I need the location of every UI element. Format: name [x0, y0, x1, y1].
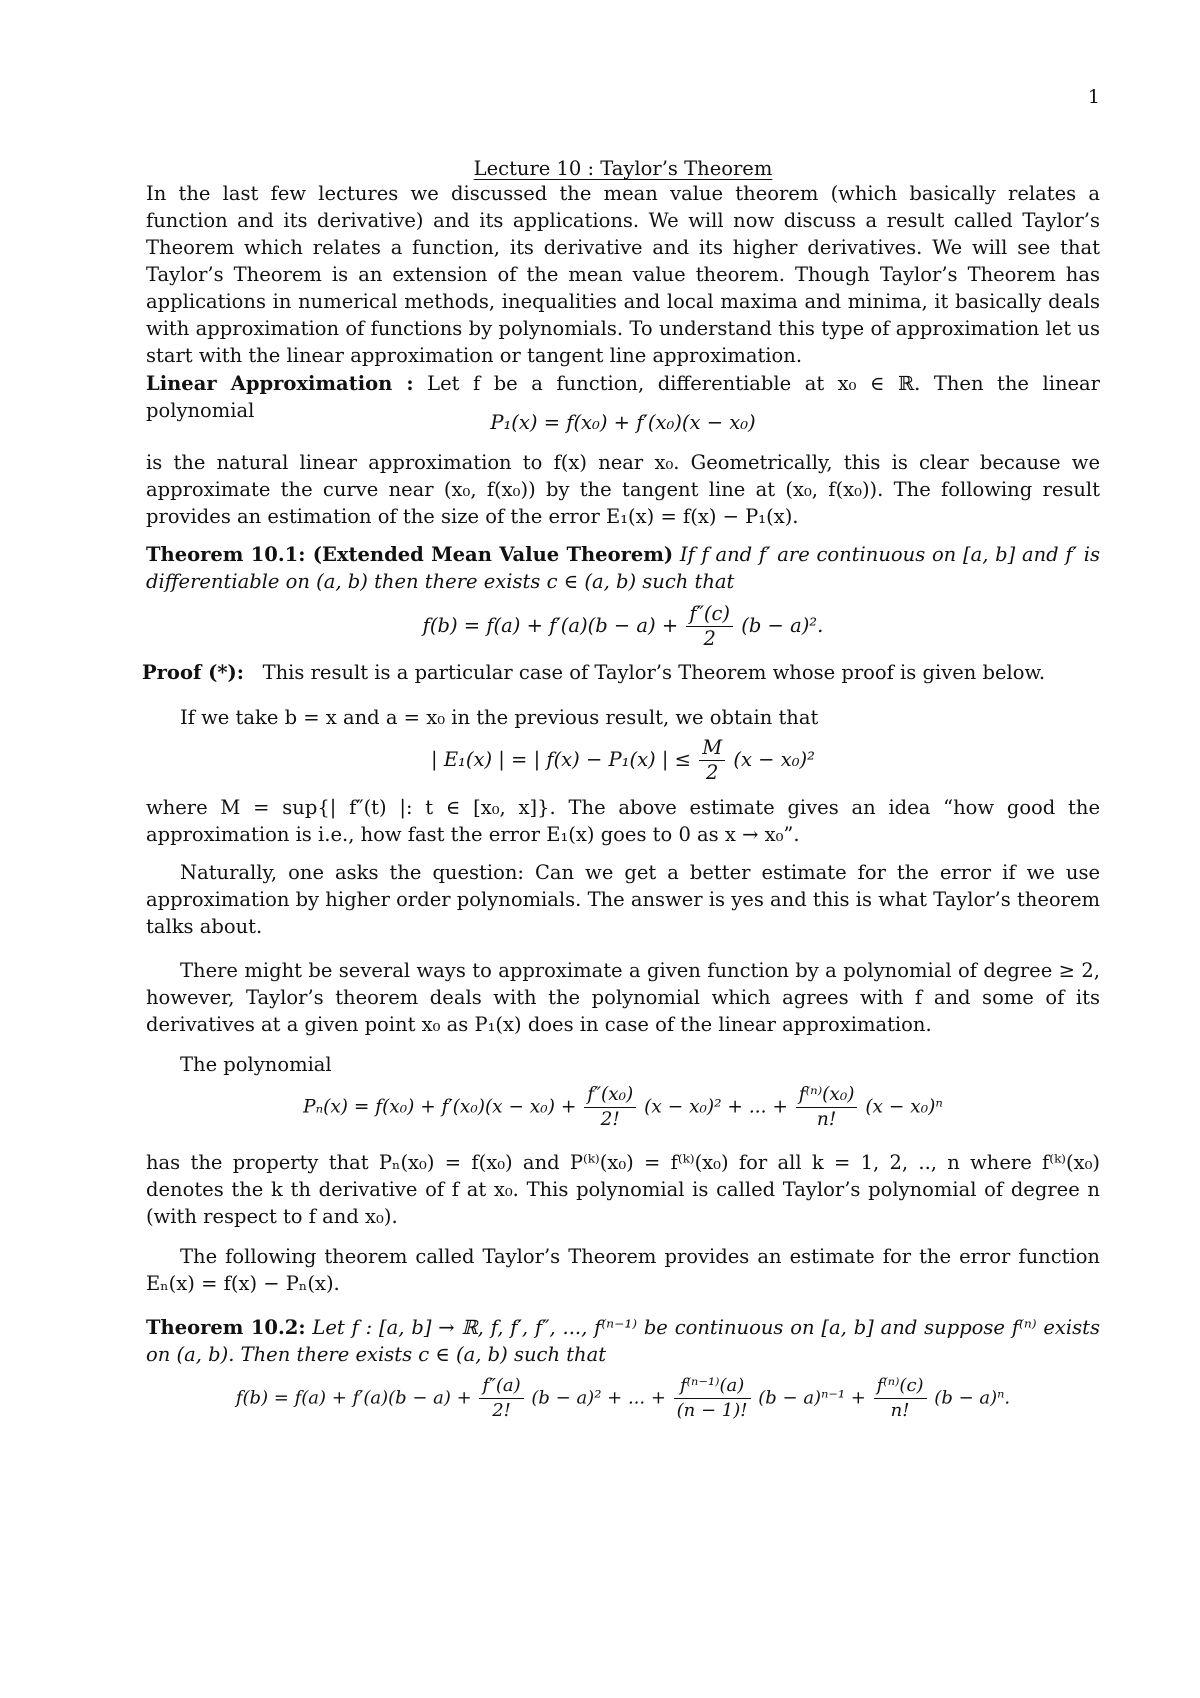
theorem-10-1-statement	[146, 541, 1100, 595]
taylor-theorem-equation	[146, 1374, 1100, 1423]
estimate-intro	[146, 704, 1100, 731]
taylor-polynomial-right: (x − x₀)ⁿ	[865, 1096, 943, 1118]
polynomial-intro	[146, 1051, 1100, 1078]
taylor-theorem-right: (b − a)ⁿ.	[934, 1387, 1011, 1409]
taylor-theorem-fraction-3-den: n!	[890, 1400, 910, 1421]
following-theorem-text: The following theorem called Taylor’s Theorem provides an estimate for the error function Eₙ(x) = f(x) − Pₙ(x).	[146, 1245, 1100, 1295]
taylor-polynomial-fraction-1-num: f″(x₀)	[584, 1083, 636, 1108]
proof-text: This result is a particular case of Taylor’s Theorem whose proof is given below.	[262, 661, 1046, 684]
several-ways-paragraph	[146, 957, 1100, 1038]
error-estimate-left: | E₁(x) | = | f(x) − P₁(x) | ≤	[431, 748, 691, 771]
page-number: 1	[1087, 86, 1100, 108]
taylor-polynomial-left: Pₙ(x) = f(x₀) + f′(x₀)(x − x₀) +	[303, 1096, 577, 1118]
taylor-polynomial-fraction-1	[584, 1083, 636, 1132]
extended-mvt-fraction-den: 2	[703, 627, 716, 650]
extended-mvt-right: (b − a)².	[741, 614, 824, 637]
polynomial-property-text: has the property that Pₙ(x₀) = f(x₀) and P⁽ᵏ⁾(x₀) = f⁽ᵏ⁾(x₀) for all k = 1, 2, .., n where f⁽ᵏ⁾(x₀) denotes the k th derivative of f at x₀. This polynomial is called Taylor’s polynomial of degree n (with respect to f and x₀).	[146, 1151, 1100, 1228]
extended-mvt-fraction-num: f″(c)	[686, 602, 733, 627]
taylor-polynomial-fraction-2	[796, 1083, 858, 1132]
taylor-polynomial-fraction-1-den: 2!	[600, 1109, 620, 1130]
naturally-paragraph	[146, 859, 1100, 940]
taylor-theorem-fraction-2-den: (n − 1)!	[676, 1400, 748, 1421]
following-theorem-paragraph	[146, 1243, 1100, 1297]
linear-approximation-explanation-text: is the natural linear approximation to f(x) near x₀. Geometrically, this is clear because we approximate the curve near (x₀, f(x₀)) by the tangent line at (x₀, f(x₀)). The following result provides an estimation of the size of the error E₁(x) = f(x) − P₁(x).	[146, 451, 1100, 528]
polynomial-intro-text: The polynomial	[180, 1053, 332, 1076]
taylor-polynomial-fraction-2-num: f⁽ⁿ⁾(x₀)	[796, 1083, 858, 1108]
extended-mvt-fraction	[686, 602, 733, 651]
error-estimate-equation	[146, 736, 1100, 785]
error-estimate-right: (x − x₀)²	[733, 748, 815, 771]
proof-line	[142, 659, 1096, 686]
taylor-polynomial-middle: (x − x₀)² + ... +	[644, 1096, 788, 1118]
taylor-polynomial-equation	[146, 1083, 1100, 1132]
linear-polynomial-equation: P₁(x) = f(x₀) + f′(x₀)(x − x₀)	[490, 411, 756, 434]
taylor-theorem-fraction-1-den: 2!	[492, 1400, 511, 1421]
error-estimate-fraction-den: 2	[705, 761, 719, 784]
naturally-text: Naturally, one asks the question: Can we get a better estimate for the error if we use approximation by higher order polynomials. The answer is yes and this is what Taylor’s theorem talks about.	[146, 861, 1100, 938]
lecture-title-text: Lecture 10 : Taylor’s Theorem	[473, 157, 773, 180]
taylor-theorem-middle-2: (b − a)ⁿ⁻¹ +	[758, 1387, 866, 1409]
theorem-10-2-text: Let f : [a, b] → ℝ, f, f′, f″, ..., f⁽ⁿ⁻¹⁾ be continuous on [a, b] and suppose f⁽ⁿ⁾ exists on (a, b). Then there exists c ∈ (a, b) such that	[146, 1316, 1100, 1366]
extended-mvt-equation	[146, 602, 1100, 651]
error-estimate-fraction	[699, 736, 725, 785]
linear-approximation-heading: Linear Approximation :	[146, 372, 414, 395]
estimate-intro-text: If we take b = x and a = x₀ in the previous result, we obtain that	[180, 706, 819, 729]
taylor-theorem-middle-1: (b − a)² + ... +	[531, 1387, 666, 1409]
lecture-title	[146, 155, 1100, 182]
theorem-10-2-heading: Theorem 10.2:	[146, 1316, 306, 1339]
theorem-10-1-text: If f and f′ are continuous on [a, b] and f′ is differentiable on (a, b) then there exists c ∈ (a, b) such that	[146, 543, 1100, 593]
taylor-theorem-fraction-3-num: f⁽ⁿ⁾(c)	[874, 1374, 927, 1399]
theorem-10-2-statement	[146, 1314, 1100, 1368]
linear-approximation-explanation	[146, 449, 1100, 530]
intro-paragraph	[146, 180, 1100, 369]
theorem-10-1-heading: Theorem 10.1: (Extended Mean Value Theorem)	[146, 543, 674, 566]
several-ways-text: There might be several ways to approximate a given function by a polynomial of degree ≥ 2, however, Taylor’s theorem deals with the polynomial which agrees with f and some of its derivatives at a given point x₀ as P₁(x) does in case of the linear approximation.	[146, 959, 1100, 1036]
taylor-theorem-left: f(b) = f(a) + f′(a)(b − a) +	[235, 1387, 472, 1409]
proof-heading: Proof (*):	[142, 661, 244, 684]
taylor-theorem-fraction-1-num: f″(a)	[479, 1374, 523, 1399]
polynomial-property	[146, 1149, 1100, 1230]
taylor-theorem-fraction-1	[479, 1374, 523, 1423]
theorem-10-2	[146, 1314, 1100, 1368]
proof-paragraph	[142, 659, 1096, 686]
taylor-theorem-fraction-3	[874, 1374, 927, 1423]
estimate-explanation	[146, 794, 1100, 848]
taylor-theorem-fraction-2	[674, 1374, 751, 1423]
linear-approximation-text: Let f be a function, differentiable at x₀ ∈ ℝ. Then the linear polynomial	[146, 372, 1101, 422]
taylor-theorem-fraction-2-num: f⁽ⁿ⁻¹⁾(a)	[674, 1374, 751, 1399]
theorem-10-1	[146, 541, 1100, 595]
taylor-polynomial-fraction-2-den: n!	[816, 1109, 837, 1130]
error-estimate-fraction-num: M	[699, 736, 725, 761]
estimate-explanation-text: where M = sup{| f″(t) |: t ∈ [x₀, x]}. The above estimate gives an idea “how good the approximation is i.e., how fast the error E₁(x) goes to 0 as x → x₀”.	[146, 796, 1100, 846]
extended-mvt-left: f(b) = f(a) + f′(a)(b − a) +	[422, 614, 679, 637]
intro-text: In the last few lectures we discussed the mean value theorem (which basically relates a function and its derivative) and its applications. We will now discuss a result called Taylor’s Theorem which relates a function, its derivative and its higher derivatives. We will see that Taylor’s Theorem is an extension of the mean value theorem. Though Taylor’s Theorem has applications in numerical methods, inequalities and local maxima and minima, it basically deals with approximation of functions by polynomials. To understand this type of approximation let us start with the linear approximation or tangent line approximation.	[146, 182, 1100, 367]
